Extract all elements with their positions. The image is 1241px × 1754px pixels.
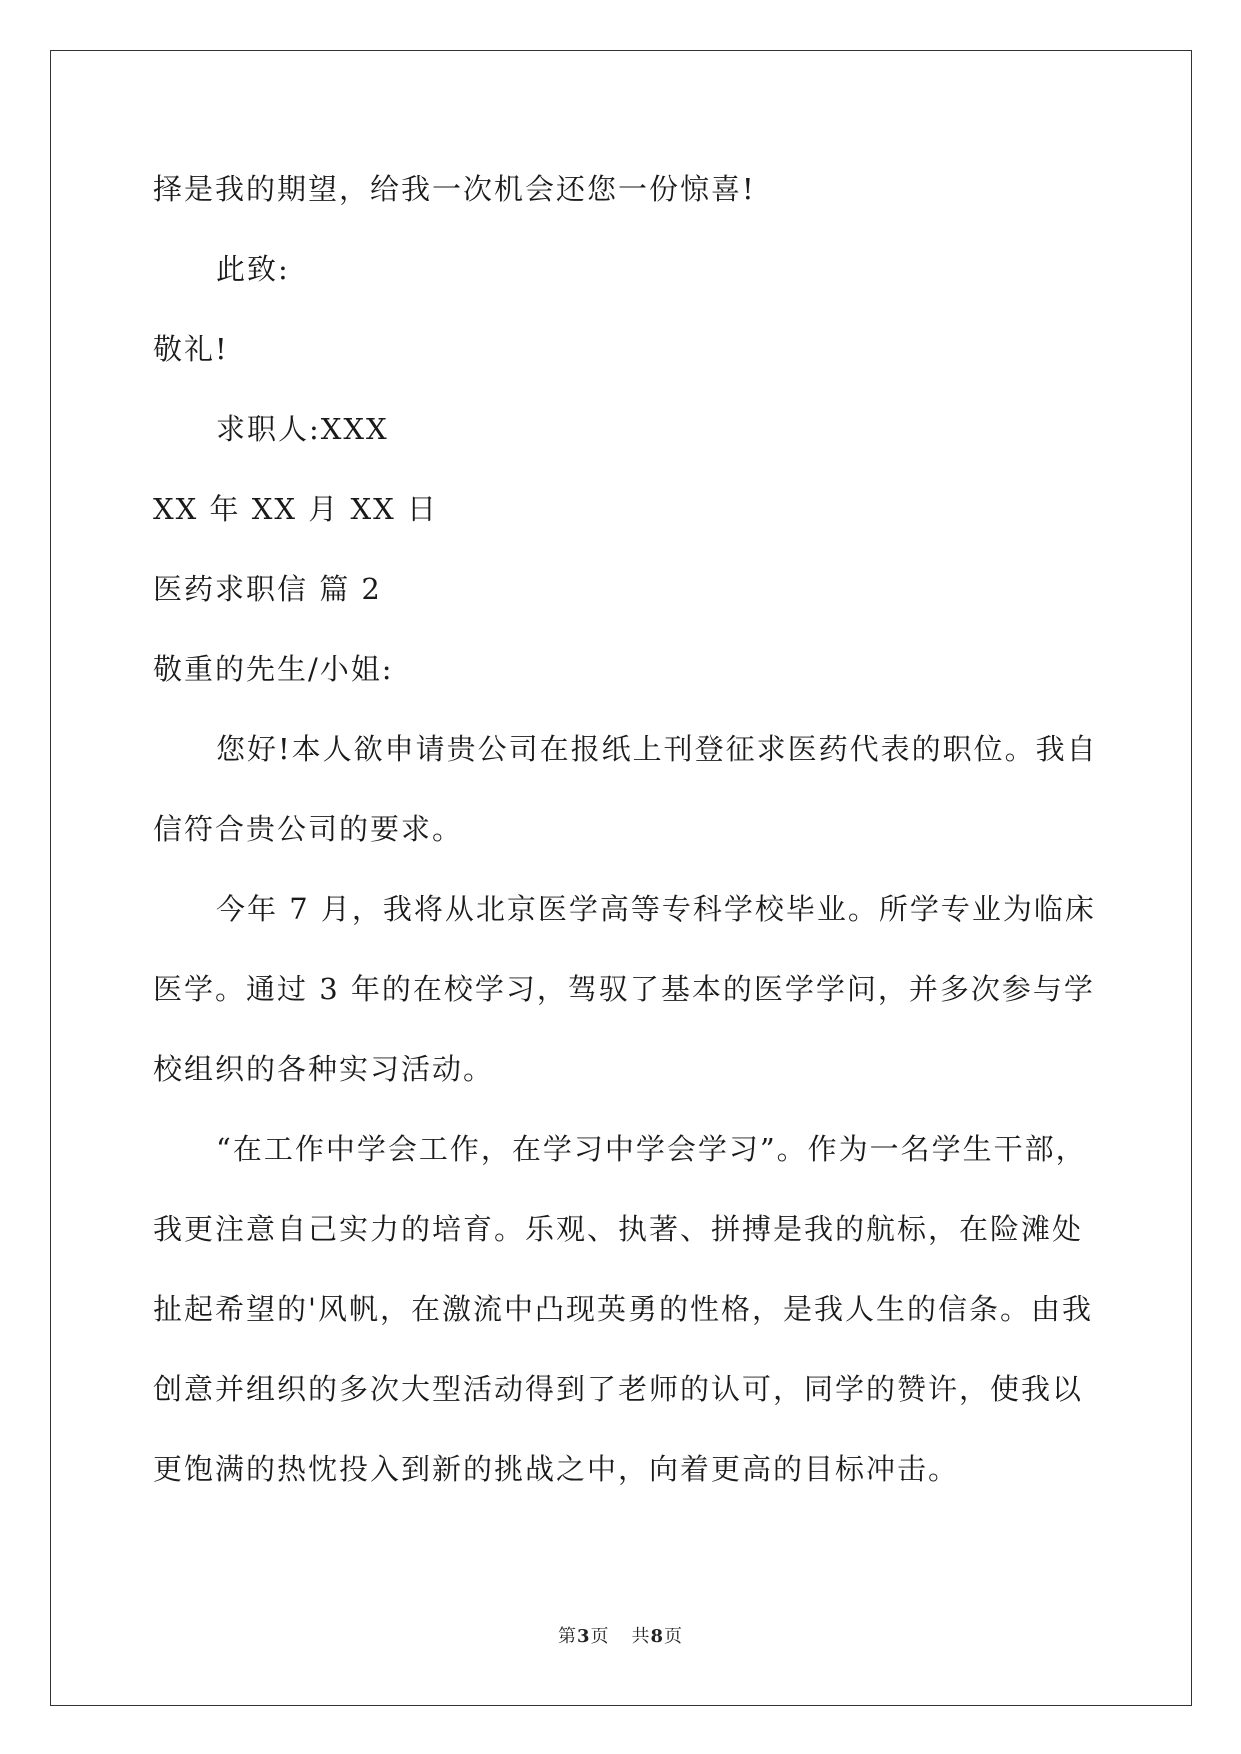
section-heading: 医药求职信 篇 2 (153, 572, 382, 606)
paragraph-line: 更饱满的热忱投入到新的挑战之中，向着更高的目标冲击。 (153, 1452, 960, 1486)
paragraph-line: 创意并组织的多次大型活动得到了老师的认可，同学的赞许，使我以 (153, 1372, 1084, 1406)
paragraph-line: 校组织的各种实习活动。 (153, 1052, 495, 1086)
page-total: 共8页 (631, 1626, 684, 1647)
page-footer (0, 1622, 1241, 1648)
signature-applicant: 求职人:XXX (216, 412, 389, 446)
closing-respect: 敬礼! (153, 332, 229, 366)
greeting: 敬重的先生/小姐: (153, 652, 394, 686)
paragraph-line: 信符合贵公司的要求。 (153, 812, 464, 846)
paragraph-line: 我更注意自己实力的培育。乐观、执著、拼搏是我的航标，在险滩处 (153, 1212, 1084, 1246)
signature-date: XX 年 XX 月 XX 日 (153, 492, 438, 526)
paragraph-line: 医学。通过 3 年的在校学习，驾驭了基本的医学学问，并多次参与学 (153, 972, 1095, 1006)
paragraph-line: 扯起希望的'风帆，在激流中凸现英勇的性格，是我人生的信条。由我 (153, 1292, 1093, 1326)
paragraph-line: 今年 7 月，我将从北京医学高等专科学校毕业。所学专业为临床 (216, 892, 1096, 926)
page-number: 第3页 (557, 1626, 610, 1647)
text-line: 择是我的期望，给我一次机会还您一份惊喜! (153, 172, 756, 206)
document-body (153, 163, 1098, 1523)
closing-salutation: 此致: (216, 252, 290, 286)
paragraph-line: 您好!本人欲申请贵公司在报纸上刊登征求医药代表的职位。我自 (216, 732, 1098, 766)
paragraph-line: “在工作中学会工作，在学习中学会学习”。作为一名学生干部， (216, 1132, 1087, 1166)
